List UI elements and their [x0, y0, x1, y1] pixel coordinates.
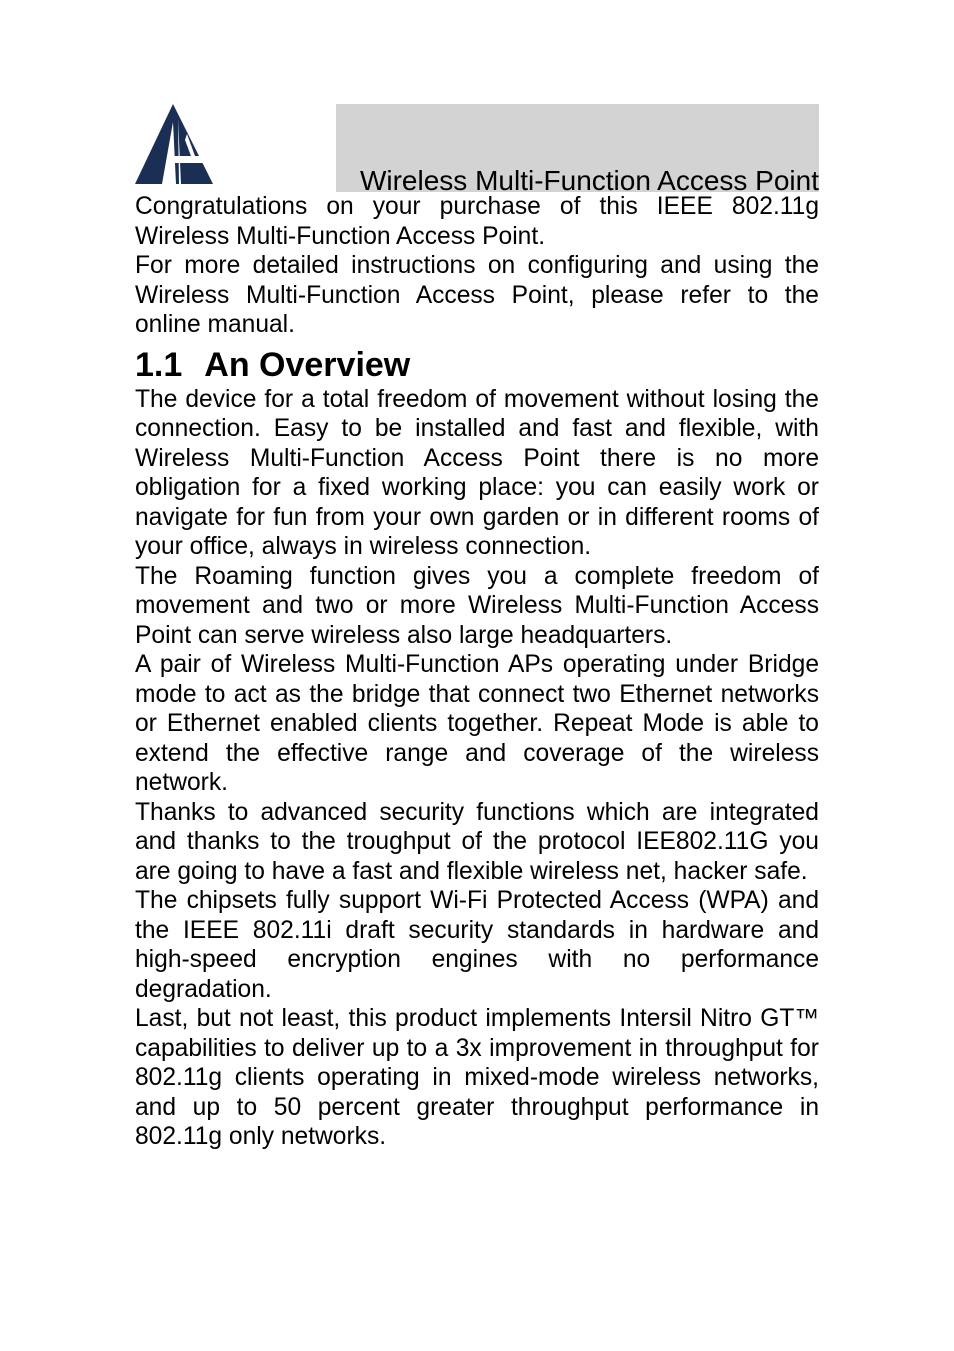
body-paragraph: Last, but not least, this product implements Intersil Nitro GT™ capabilities to deliver up to a 3x improvement in throughput for 802.11g clients operating in mixed-mode wireless networks, and up to 50 percent greater throughput performance in 802.11g only networks. [135, 1005, 819, 1150]
body-paragraph: A pair of Wireless Multi-Function APs operating under Bridge mode to act as the bridge that connect two Ethernet networks or Ethernet enabled clients together. Repeat Mode is able to extend the effective range and coverage of the wireless network. [135, 651, 819, 796]
intro-paragraph: For more detailed instructions on configuring and using the Wireless Multi-Function Access Point, please refer to the online manual. [135, 252, 819, 338]
body-paragraph: The chipsets fully support Wi-Fi Protected Access (WPA) and the IEEE 802.11i draft security standards in hardware and high-speed encryption engines with no performance degradation. [135, 887, 819, 1003]
section-heading [135, 345, 819, 385]
body-paragraph: Thanks to advanced security functions which are integrated and thanks to the troughput of the protocol IEE802.11G you are going to have a fast and flexible wireless net, hacker safe. [135, 798, 819, 885]
atlantis-triangle-logo-icon [135, 104, 213, 188]
document-page [135, 104, 819, 1152]
intro-text [135, 192, 819, 340]
body-paragraph: The device for a total freedom of movement without losing the connection. Easy to be installed and fast and flexible, with Wireless Multi-Function Access Point there is no more obligation for a fixed working place: you can easily work or navigate for fun from your own garden or in different rooms of your office, always in wireless connection. [135, 385, 819, 560]
section-title: An Overview [204, 345, 411, 384]
page-header [135, 104, 819, 196]
header-title-band [336, 104, 819, 196]
intro-paragraph: Congratulations on your purchase of this IEEE 802.11g Wireless Multi-Function Access Point. [135, 193, 819, 250]
overview-text [135, 385, 819, 1152]
section-number: 1.1 [135, 345, 183, 384]
body-paragraph: The Roaming function gives you a complete freedom of movement and two or more Wireless Multi-Function Access Point can serve wireless also large headquarters. [135, 562, 819, 649]
header-title: Wireless Multi-Function Access Point [359, 165, 819, 196]
